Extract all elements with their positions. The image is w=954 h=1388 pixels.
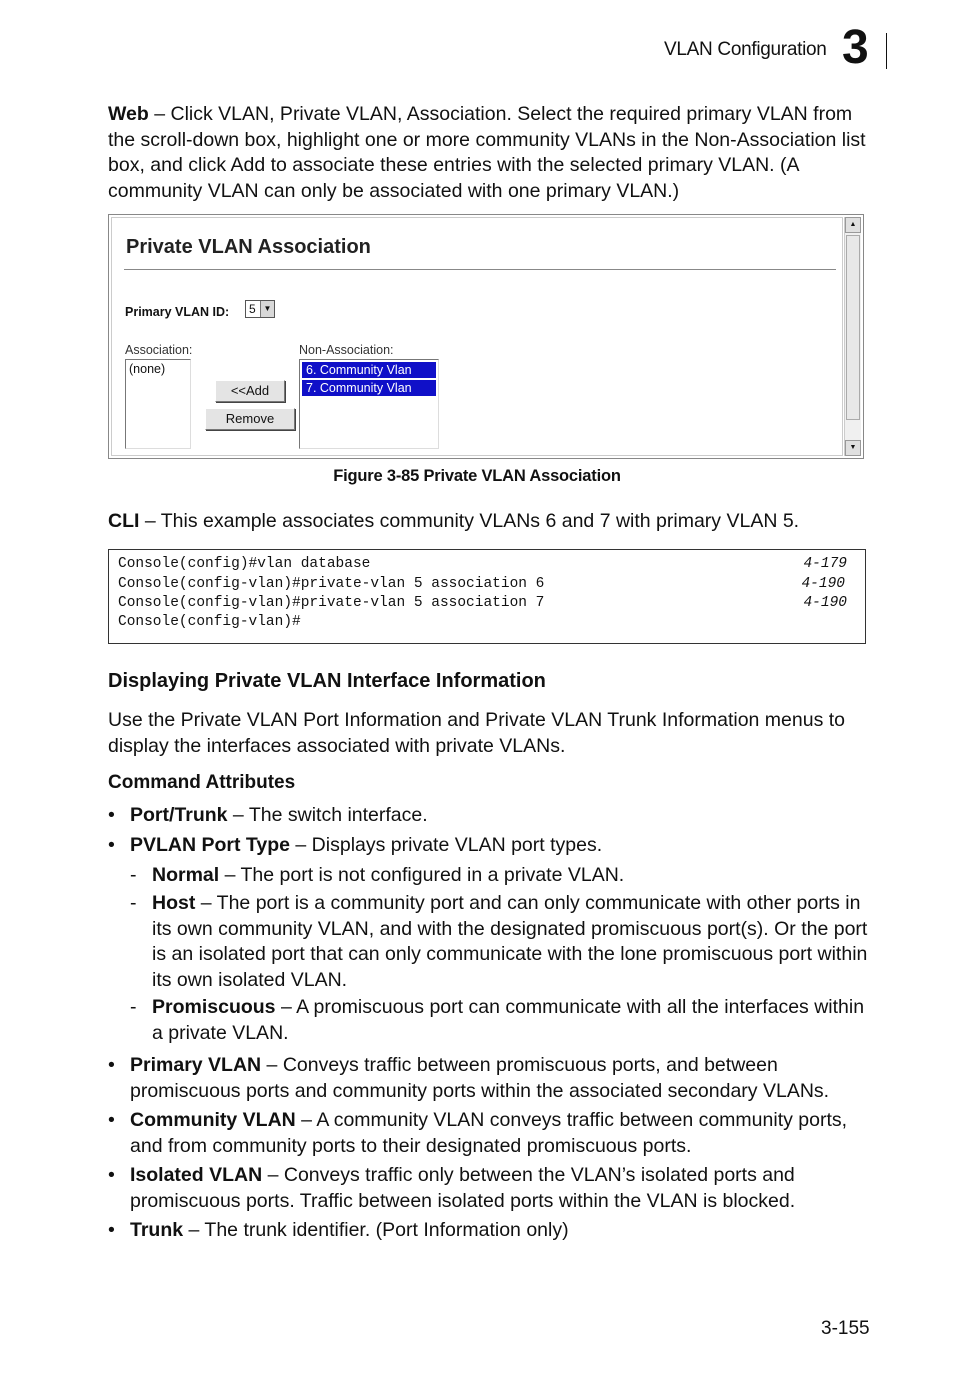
attribute-desc: – The trunk identifier. (Port Information only) <box>183 1219 569 1241</box>
running-header-title: VLAN Configuration <box>664 39 827 60</box>
port-type-desc: – The port is a community port and can only communicate with other ports in its own community VLAN, and with the designated promiscuous port(s). Or the port is an isolated port that can only communicate with the lone promiscuous port within its own isolated VLAN. <box>152 892 868 991</box>
screenshot-content <box>111 217 843 456</box>
scrollbar-thumb[interactable] <box>846 235 860 420</box>
scroll-down-icon[interactable]: ▼ <box>845 440 861 456</box>
attribute-term: Primary VLAN <box>130 1054 262 1076</box>
primary-vlan-select[interactable] <box>245 300 275 318</box>
attribute-desc: – Conveys traffic between promiscuous ports, and between promiscuous ports and community ports within the associated secondary VLANs. <box>130 1054 830 1102</box>
port-type-term: Promiscuous <box>152 996 276 1018</box>
attribute-term: Community VLAN <box>130 1109 296 1131</box>
cli-text: – This example associates community VLANs 6 and 7 with primary VLAN 5. <box>139 510 800 532</box>
code-line: Console(config)#vlan database <box>118 556 371 572</box>
remove-button[interactable]: Remove <box>205 408 295 430</box>
non-association-listbox[interactable] <box>299 359 439 449</box>
attribute-item <box>130 1163 870 1214</box>
code-line: Console(config-vlan)# <box>118 614 301 630</box>
primary-vlan-id-label: Primary VLAN ID: <box>125 305 230 319</box>
web-paragraph <box>108 102 878 204</box>
cli-code-block <box>108 549 866 644</box>
code-ref: 4-179 <box>803 556 847 572</box>
sub-bullet-marker: - <box>130 996 137 1018</box>
primary-vlan-value: 5 <box>249 302 256 316</box>
association-item[interactable]: (none) <box>129 362 166 376</box>
command-attributes-heading: Command Attributes <box>108 772 296 793</box>
cli-label: CLI <box>108 510 140 532</box>
screenshot-title: Private VLAN Association <box>126 236 371 258</box>
chevron-down-icon[interactable]: ▼ <box>260 301 274 317</box>
attribute-term: Isolated VLAN <box>130 1164 263 1186</box>
attribute-term: Port/Trunk <box>130 804 228 826</box>
section-heading: Displaying Private VLAN Interface Information <box>108 670 546 692</box>
attribute-item <box>130 803 870 829</box>
code-ref: 4-190 <box>801 576 845 592</box>
sub-bullet-marker: - <box>130 864 137 886</box>
attribute-term: PVLAN Port Type <box>130 834 290 856</box>
vertical-scrollbar[interactable] <box>844 217 861 456</box>
attribute-term: Trunk <box>130 1219 184 1241</box>
bullet-marker: • <box>108 1219 115 1241</box>
non-association-label: Non-Association: <box>299 343 394 357</box>
port-type-item <box>152 891 868 993</box>
port-type-desc: – A promiscuous port can communicate with all the interfaces within a private VLAN. <box>152 996 865 1044</box>
port-type-item <box>152 863 868 889</box>
association-label: Association: <box>125 343 193 357</box>
attribute-desc: – Conveys traffic only between the VLAN’s isolated ports and promiscuous ports. Traffic between isolated ports within the VLAN is blocked. <box>130 1164 796 1212</box>
bullet-marker: • <box>108 1164 115 1186</box>
web-text: – Click VLAN, Private VLAN, Association. Select the required primary VLAN from the scroll-down box, highlight one or more community VLANs in the Non-Association list box, and click Add to associate these entries with the selected primary VLAN. (A community VLAN can only be associated with one primary VLAN.) <box>108 103 866 202</box>
port-type-term: Host <box>152 892 196 914</box>
association-listbox[interactable] <box>125 359 191 449</box>
port-type-term: Normal <box>152 864 220 886</box>
code-line: Console(config-vlan)#private-vlan 5 association 7 <box>118 595 545 611</box>
non-association-item[interactable]: 7. Community Vlan <box>302 380 436 396</box>
non-association-item[interactable]: 6. Community Vlan <box>302 362 436 378</box>
attribute-desc: – Displays private VLAN port types. <box>290 834 603 856</box>
attribute-item <box>130 833 870 859</box>
code-line: Console(config-vlan)#private-vlan 5 association 6 <box>118 576 545 592</box>
attribute-item <box>130 1218 870 1244</box>
sub-bullet-marker: - <box>130 892 137 914</box>
port-type-desc: – The port is not configured in a private VLAN. <box>219 864 625 886</box>
bullet-marker: • <box>108 804 115 826</box>
private-vlan-association-screenshot <box>108 214 864 459</box>
chapter-number: 3 <box>842 21 869 74</box>
attribute-item <box>130 1053 870 1104</box>
figure-caption: Figure 3-85 Private VLAN Association <box>333 467 621 485</box>
add-button[interactable]: <<Add <box>215 380 285 402</box>
bullet-marker: • <box>108 1054 115 1076</box>
bullet-marker: • <box>108 834 115 856</box>
web-label: Web <box>108 103 149 125</box>
attribute-desc: – The switch interface. <box>227 804 428 826</box>
page-number: 3-155 <box>821 1318 870 1339</box>
code-ref: 4-190 <box>803 595 847 611</box>
attribute-desc: – A community VLAN conveys traffic between community ports, and from community ports to their designated promiscuous ports. <box>130 1109 848 1157</box>
scroll-up-icon[interactable]: ▲ <box>845 217 861 233</box>
cli-paragraph <box>108 509 878 535</box>
port-type-item <box>152 995 868 1046</box>
title-divider <box>124 269 836 270</box>
bullet-marker: • <box>108 1109 115 1131</box>
section-intro: Use the Private VLAN Port Information and Private VLAN Trunk Information menus to display the interfaces associated with private VLANs. <box>108 709 846 757</box>
attribute-item <box>130 1108 870 1159</box>
